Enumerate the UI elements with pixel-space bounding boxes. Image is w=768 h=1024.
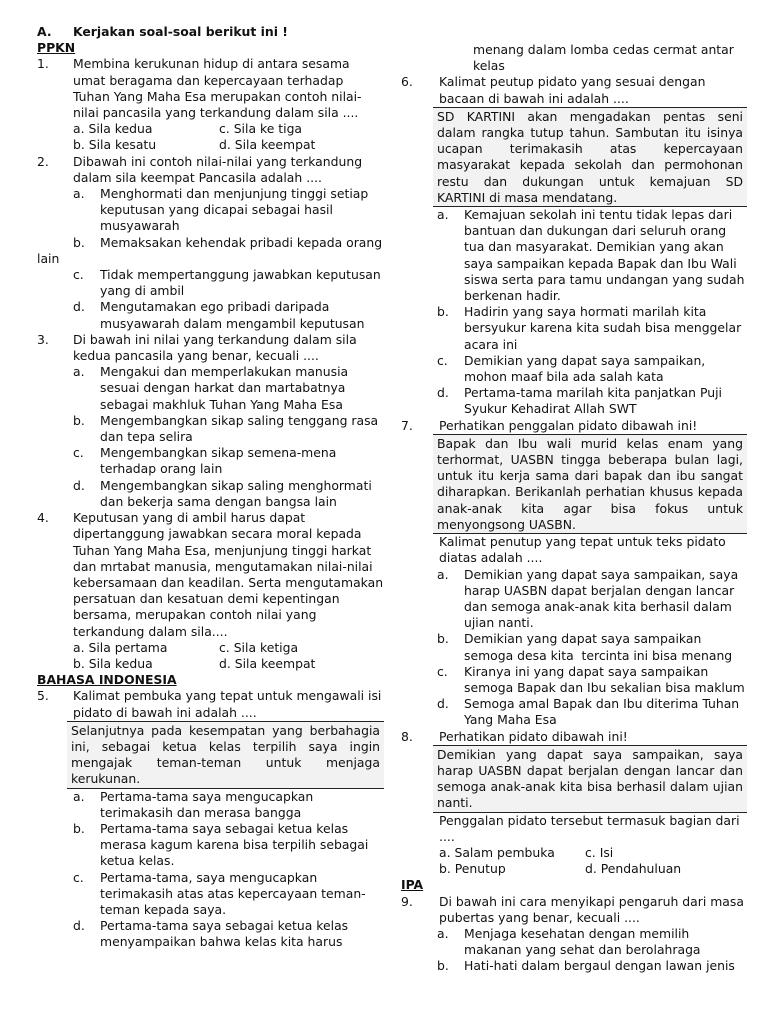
text-line: diatas adalah .... (439, 550, 543, 566)
section-bahasa-indonesia: BAHASA INDONESIA (37, 672, 177, 688)
question-text (73, 154, 384, 186)
text-line: Semoga amal Bapak dan Ibu diterima Tuhan (464, 696, 740, 712)
option-b[interactable]: b. Penutup (439, 861, 506, 877)
text-line: Perhatikan penggalan pidato dibawah ini! (439, 417, 698, 433)
text-line: menyongsong UASBN. (437, 516, 576, 532)
text-line: merasa kagum karena bisa terpilih sebagai (100, 837, 369, 853)
option-letter: a. (437, 925, 449, 941)
option-letter: c. (73, 267, 84, 283)
question-7 (401, 418, 747, 434)
text-line: Mengembangkan sikap saling tenggang rasa (100, 412, 379, 428)
text-line: Kalimat penutup yang tepat untuk teks pidato (439, 534, 726, 550)
text-line: kebersamaan dan keadilan. Serta mengutamakan (73, 574, 384, 590)
option-a[interactable] (401, 207, 747, 304)
text-line: makanan yang sehat dan berolahraga (464, 942, 701, 958)
option-letter: b. (437, 958, 449, 974)
option-a[interactable] (37, 364, 384, 413)
text-line: Kemajuan sekolah ini tentu tidak lepas dari (464, 207, 733, 223)
option-text (100, 299, 384, 331)
text-line: dan mrtabat manusia, mengutamakan nilai-nilai (73, 558, 373, 574)
text-line: diharapkan. Berikanlah perhatian khusus kepada (437, 484, 743, 500)
question-text (439, 74, 747, 106)
text-line: Penggalan pidato tersebut termasuk bagian dari (439, 812, 740, 828)
option-letter: a. (73, 186, 85, 202)
text-line: harap UASBN dapat berjalan dengan lancar (464, 582, 735, 598)
option-letter: a. (73, 788, 85, 804)
text-line: Perhatikan pidato dibawah ini! (439, 728, 628, 744)
question-number: 4. (37, 510, 49, 526)
left-column (37, 24, 384, 951)
speech-passage (433, 434, 747, 534)
question-number: 9. (401, 893, 413, 909)
option-text (464, 567, 747, 632)
option-text (100, 445, 384, 477)
question-9 (401, 894, 747, 926)
speech-passage (433, 107, 747, 207)
text-line: harap UASBN dapat berjalan dengan lancar dan (437, 762, 743, 778)
text-line: masyarakat kepada sekolah dan permohonan (437, 157, 743, 173)
text-line: Mengembangkan sikap semena-mena (100, 445, 337, 461)
option-letter: b. (437, 631, 449, 647)
text-line: musyawarah (100, 218, 180, 234)
option-d[interactable] (401, 696, 747, 728)
text-line: dan tepa selira (100, 429, 193, 445)
text-line: dalam rangka tutup tahun. Sambutan itu isinya (437, 125, 743, 141)
question-6 (401, 74, 747, 106)
text-line: pubertas yang benar, kecuali .... (439, 909, 640, 925)
option-c[interactable] (37, 267, 384, 299)
option-text (464, 207, 747, 304)
text-line: Kalimat peutup pidato yang sesuai dengan (439, 74, 706, 90)
question-text (439, 894, 747, 926)
option-text (464, 958, 747, 974)
text-line: Di bawah ini nilai yang terkandung dalam sila (73, 331, 357, 347)
text-line: Mengakui dan memperlakukan manusia (100, 364, 349, 380)
question-number: 6. (401, 74, 413, 90)
question-prompt (401, 813, 747, 845)
question-text (439, 729, 747, 745)
text-line: kelas (473, 58, 505, 74)
option-b[interactable] (37, 235, 384, 267)
text-line: bersyukur karena kita sudah bisa menggelar (464, 320, 742, 336)
text-line: Membina kerukunan hidup di antara sesama (73, 56, 350, 72)
text-line: kerukunan. (71, 771, 141, 787)
text-line: Tuhan Yang Maha Esa merupakan contoh nilai- (73, 88, 362, 104)
text-line: tua dan masyarakat. Demikian yang akan (464, 239, 724, 255)
option-letter: c. (437, 352, 448, 368)
text-line: untuk itu kerja sama dari bapak dan ibu sangat (437, 468, 743, 484)
text-line: umat beragama dan kepercayaan terhadap (73, 72, 344, 88)
option-text (464, 304, 747, 353)
question-text (73, 510, 384, 640)
text-line: dalam sila keempat Pancasila adalah .... (73, 169, 322, 185)
option-text (100, 918, 384, 950)
option-letter: b. (73, 234, 85, 250)
text-line: menang dalam lomba cedas cermat antar (473, 42, 734, 57)
option-d[interactable] (37, 299, 384, 331)
option-text (100, 478, 384, 510)
option-text (100, 821, 384, 870)
text-line: Mengutamakan ego pribadi daripada (100, 299, 330, 315)
option-letter: c. (73, 445, 84, 461)
question-number: 5. (37, 688, 49, 704)
text-line: Tuhan Yang Maha Esa, menjunjung tinggi harkat (73, 542, 372, 558)
text-line: Keputusan yang di ambil harus dapat (73, 510, 306, 526)
text-line: Kalimat pembuka yang tepat untuk mengawali isi (73, 688, 382, 704)
text-line: acara ini (464, 336, 518, 352)
question-8-options (401, 845, 747, 877)
text-line: ini, sebagai ketua kelas terpilih saya ingin (71, 738, 380, 754)
text-line: Pertama-tama, saya mengucapkan (100, 869, 318, 885)
text-line: Hadirin yang saya hormati marilah kita (464, 304, 707, 320)
text-line: Dibawah ini contoh nilai-nilai yang terkandung (73, 153, 363, 169)
text-line: keputusan yang dicapai sebagai hasil (100, 202, 333, 218)
option-c[interactable] (401, 353, 747, 385)
text-line: berkenan hadir. (464, 288, 561, 304)
text-line: Mengembangkan sikap saling menghormati (100, 477, 372, 493)
text-line: Selanjutnya pada kesempatan yang berbahagia (71, 722, 380, 738)
text-line: terkandung dalam sila.... (73, 623, 228, 639)
text-line: saya sampaikan kepada Bapak dan Ibu Wali (464, 255, 737, 271)
option-letter: b. (73, 412, 85, 428)
option-a[interactable]: a. Salam pembuka (439, 844, 555, 860)
option-text (464, 353, 747, 385)
text-line: SD KARTINI akan mengadakan pentas seni (437, 108, 743, 124)
question-text (439, 418, 747, 434)
text-line: bacaan di bawah ini adalah .... (439, 90, 629, 106)
text-line: Tidak mempertanggung jawabkan keputusan (100, 267, 381, 283)
question-prompt (401, 534, 747, 566)
text-line: Demikian yang dapat saya sampaikan, (464, 352, 706, 368)
question-1 (37, 56, 384, 121)
option-b[interactable] (401, 304, 747, 353)
option-text (464, 385, 747, 417)
option-a[interactable] (401, 567, 747, 632)
text-line: semoga Bapak dan Ibu sekalian bisa maklum (464, 679, 745, 695)
option-letter: d. (437, 696, 449, 712)
option-c[interactable]: c. Isi (585, 844, 614, 860)
text-line: ujian nanti. (464, 615, 534, 631)
option-d[interactable] (401, 385, 747, 417)
option-b[interactable] (37, 821, 384, 870)
text-line: Demikian yang dapat saya sampaikan, saya (464, 566, 739, 582)
text-line: pidato di bawah ini adalah .... (73, 704, 257, 720)
text-line: lain (37, 250, 60, 266)
text-line: Demikian yang dapat saya sampaikan, saya (437, 746, 743, 762)
question-5 (37, 688, 384, 720)
option-text (100, 789, 384, 821)
option-b[interactable] (401, 958, 747, 974)
text-line: Demikian yang dapat saya sampaikan (464, 631, 702, 647)
text-line: sesuai dengan harkat dan martabatnya (100, 380, 346, 396)
option-b[interactable]: b. Sila kedua (73, 655, 153, 671)
question-number: 1. (37, 56, 49, 72)
text-line: siswa serta para tamu undangan yang sudah (464, 271, 745, 287)
question-text (73, 56, 384, 121)
question-number: 3. (37, 331, 49, 347)
text-line: semoga desa kita tercinta ini bisa menang (464, 647, 733, 663)
question-8 (401, 729, 747, 745)
question-4-options (37, 640, 384, 672)
text-line: Pertama-tama saya sebagai ketua kelas (100, 820, 349, 836)
text-line: persatuan dan kesatuan demi kepentingan (73, 591, 340, 607)
option-d[interactable]: d. Pendahuluan (585, 861, 682, 877)
text-line: bantuan dan dukungan dari seluruh orang (464, 223, 727, 239)
text-line: restu dan dukungan untuk kemajuan SD (437, 173, 743, 189)
section-ipa: IPA (401, 877, 424, 893)
option-c[interactable] (37, 445, 384, 477)
option-a[interactable] (37, 186, 384, 235)
option-b[interactable] (401, 631, 747, 663)
instruction-letter: A. (37, 24, 52, 39)
question-2 (37, 154, 384, 186)
text-line: ucapan terimakasih atas kepercayaan (437, 141, 743, 157)
text-line: bersama, merupakan contoh nilai yang (73, 607, 317, 623)
option-text (100, 186, 384, 235)
option-letter: d. (437, 385, 449, 401)
text-line: KARTINI di masa mendatang. (437, 189, 618, 205)
option-letter: d. (73, 477, 85, 493)
option-a[interactable] (401, 926, 747, 958)
text-line: Pertama-tama saya sebagai ketua kelas (100, 918, 349, 934)
option-letter: a. (437, 207, 449, 223)
option-text (464, 631, 747, 663)
option-letter: a. (73, 364, 85, 380)
text-line: menyampaikan bahwa kelas kita harus (100, 934, 343, 950)
option-a[interactable]: a. Sila pertama (73, 639, 168, 655)
option-d[interactable]: d. Sila keempat (219, 655, 316, 671)
text-line: Pertama-tama marilah kita panjatkan Puji (464, 385, 722, 401)
option-c[interactable] (401, 664, 747, 696)
question-number: 7. (401, 417, 413, 433)
option-c[interactable]: c. Sila ke tiga (219, 121, 303, 137)
text-line: .... (439, 828, 455, 844)
option-text (464, 696, 747, 728)
text-line: Pertama-tama saya mengucapkan (100, 788, 314, 804)
question-3 (37, 332, 384, 364)
text-line: Syukur Kehadirat Allah SWT (464, 401, 637, 417)
option-d[interactable] (37, 918, 384, 950)
text-line: anak-anak kita agar bisa fokus untuk (437, 500, 743, 516)
text-line: dipertanggung jawabkan secara moral kepada (73, 526, 362, 542)
text-line: sebagai makhluk Tuhan Yang Maha Esa (100, 396, 343, 412)
option-letter: b. (437, 304, 449, 320)
text-line: yang di ambil (100, 283, 185, 299)
speech-passage (67, 721, 384, 789)
text-line: Menjaga kesehatan dengan memilih (464, 925, 690, 941)
text-line: terimakasih dan merasa bangga (100, 804, 302, 820)
question-text (73, 332, 384, 364)
text-line: nanti. (437, 795, 473, 811)
option-text (464, 926, 747, 958)
option-d-continuation (401, 42, 747, 74)
instruction-heading (37, 24, 384, 40)
option-letter: c. (437, 663, 448, 679)
text-line: Yang Maha Esa (464, 712, 557, 728)
option-letter: d. (73, 299, 85, 315)
option-c[interactable]: c. Sila ketiga (219, 639, 299, 655)
text-line: musyawarah dalam mengambil keputusan (100, 315, 365, 331)
text-line: Kiranya ini yang dapat saya sampaikan (464, 663, 709, 679)
text-line: Hati-hati dalam bergaul dengan lawan jenis (464, 958, 735, 974)
text-line: mohon maaf bila ada salah kata (464, 369, 664, 385)
text-line: nilai pancasila yang terkandung dalam sila .... (73, 105, 359, 121)
option-text (100, 870, 384, 919)
option-d[interactable]: d. Sila keempat (219, 137, 316, 153)
option-a[interactable] (37, 789, 384, 821)
text-line: terimakasih atas atas kepercayaan teman- (100, 885, 366, 901)
option-d[interactable] (37, 478, 384, 510)
option-text (100, 267, 384, 299)
option-text (100, 364, 384, 413)
option-c[interactable] (37, 870, 384, 919)
option-letter: b. (73, 820, 85, 836)
option-letter: c. (73, 869, 84, 885)
text-line: terhormat, UASBN tingga beberapa bulan lagi, (437, 452, 743, 468)
text-line: Memaksakan kehendak pribadi kepada orang (100, 234, 383, 250)
right-column (401, 42, 747, 975)
text-line: Di bawah ini cara menyikapi pengaruh dari masa (439, 893, 744, 909)
option-b[interactable] (37, 413, 384, 445)
option-a[interactable]: a. Sila kedua (73, 121, 153, 137)
speech-passage (433, 745, 747, 813)
question-1-options (37, 121, 384, 153)
instruction-text: Kerjakan soal-soal berikut ini ! (73, 24, 288, 39)
text-line: mengajak teman-teman untuk menjaga (71, 755, 380, 771)
text-line: kedua pancasila yang benar, kecuali .... (73, 348, 319, 364)
question-4 (37, 510, 384, 640)
text-line: teman kepada saya. (100, 901, 227, 917)
option-text (464, 664, 747, 696)
text-line: ketua kelas. (100, 853, 175, 869)
option-letter: d. (73, 918, 85, 934)
option-text (100, 413, 384, 445)
text-line: Menghormati dan menjunjung tinggi setiap (100, 186, 369, 202)
question-text (73, 688, 384, 720)
option-b[interactable]: b. Sila kesatu (73, 137, 157, 153)
section-ppkn: PPKN (37, 40, 76, 56)
text-line: Bapak dan Ibu wali murid kelas enam yang (437, 435, 743, 451)
text-line: dan semoga anak-anak kita berhasil dalam (464, 598, 732, 614)
question-number: 2. (37, 153, 49, 169)
text-line: terhadap orang lain (100, 461, 223, 477)
question-number: 8. (401, 728, 413, 744)
text-line: dan bekerja sama dengan bangsa lain (100, 493, 337, 509)
option-letter: a. (437, 566, 449, 582)
text-line: semoga anak-anak kita bisa berhasil dalam ujian (437, 779, 743, 795)
